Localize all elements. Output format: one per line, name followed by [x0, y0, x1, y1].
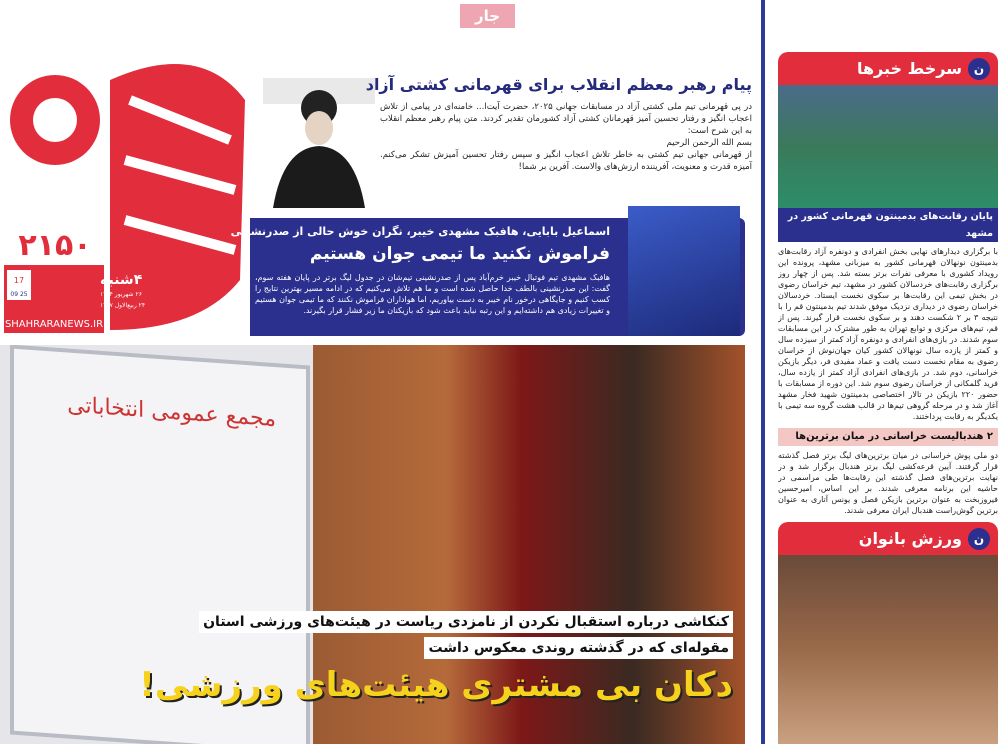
- headlines-header: [778, 52, 998, 85]
- date-solar: ۲۶ شهریور ۱۴۰۴: [100, 291, 142, 298]
- football-kicker: اسماعیل بابایی، هافبک مشهدی خیبر، نگران خوش حالی از صدرنشینی: [230, 225, 610, 238]
- brand-icon: ن: [968, 58, 990, 80]
- lead-article: [365, 74, 752, 173]
- main-kicker-1: کنکاشی درباره استقبال نکردن از نامزدی ریاست در هیئت‌های ورزشی استان: [199, 611, 733, 633]
- photo-caption[interactable]: پایان رقابت‌های بدمینتون قهرمانی کشور در مشهد: [778, 208, 998, 242]
- section-tag: جار: [460, 4, 515, 28]
- leader-portrait: [263, 78, 375, 208]
- main-kicker-2: مقوله‌ای که در گذشته روندی معکوس داشت: [424, 637, 733, 659]
- women-header-label: ورزش بانوان: [858, 529, 962, 548]
- lead-body: در پی قهرمانی تیم ملی کشتی آزاد در مسابقات جهانی ۲۰۲۵، حضرت آیت‌ا... خامنه‌ای در پیامی از تلاش اعجاب انگیز و رفتار تحسین آمیز قهرمانان کشتی آزاد کشورمان تقدیر کردند. متن پیام رهبر معظم انقلاب به این شرح است:: [380, 102, 752, 136]
- women-sports-header: [778, 522, 998, 555]
- lead-title[interactable]: پیام رهبر معظم انقلاب برای قهرمانی کشتی آزاد: [365, 75, 752, 94]
- handball-title[interactable]: ۲ هندبالیست خراسانی در میان برترین‌ها: [778, 428, 998, 446]
- badminton-body: با برگزاری دیدارهای نهایی بخش انفرادی و دونفره آزاد رقابت‌های بدمینتون نونهالان قهرمانی کشور به میزبانی مشهد، پرونده این رویداد کشوری با معرفی نفرات برتر بسته شد. پس از چهار روز برگزاری رقابت‌های خردسالان کشور در مشهد، تیم خراسان رضوی در بخش تیمی این رقابت‌ها بر سکوی نخست ایستاد. خردسالان خراسان رضوی در دیداری نزدیک موفق شدند تیم بدمینتون قم را با نتیجه ۳ بر ۲ شکست دهند و بر سکوی نخست قرار گیرند. پس از قم، تیم‌های مرکزی و توابع تهران به طور مشترک در این مسابقات سوم شدند. در بازی‌های انفرادی و دونفره آزاد کمتر از سیزده سال و کمتر از یازده سال نونهالان کشور کیان جهان‌نوش از خراسان رضوی به مقام نخست دست یافت و عماد مفیدی فر، دیگر بازیکن خراسانی، دوم شد. در بازی‌های انفرادی آزاد کمتر از یازده سال، فرید گلمکانی از خراسان رضوی سوم شد. این دوره از مسابقات با حضور ۲۲۰ بازیکن در تالار اختصاصی بدمینتون شهید فخار مشهد آغاز شد و در مرحله گروهی تیم‌ها در قالب هشت گروه سه تیمی با یکدیگر به رقابت پرداختند.: [778, 247, 998, 421]
- masthead-logo: [0, 40, 250, 335]
- football-body: هافبک مشهدی تیم فوتبال خیبر خرم‌آباد پس از صدرنشینی تیم‌شان در جدول لیگ برتر در پایان هفته سوم، گفت: این صدرنشینی بالطف خدا حاصل شده است و ما هم تلاش می‌کنیم که در ادامه مسیر بهترین نتایج را کسب کنیم و جایگاهی درخور نام خیبر به دست بیاوریم، اما هواداران فراموش نکنند که ما تیمی جوان هستیم و تغییرات زیادی هم داشته‌ایم و این رتبه نباید باعث شود که بازیکنان ما زیر فشار قرار بگیرند.: [255, 273, 610, 315]
- main-story: [0, 345, 745, 744]
- sidebar: [778, 52, 998, 744]
- column-divider: [761, 0, 765, 744]
- player-photo: [628, 206, 740, 336]
- headlines-header-label: سرخط خبرها: [856, 59, 962, 78]
- lead-salutation: بسم الله الرحمن الرحیم: [666, 138, 752, 148]
- date-box-day: 17: [13, 276, 25, 285]
- chess-photo: [778, 555, 998, 744]
- lead-quote: از قهرمانی جهانی تیم کشتی به خاطر تلاش اعجاب انگیز و سپس رفتار تحسین آمیزش تشکر می‌کنم. آمیزه قدرت و معنویت، آفریننده ارزش‌های والاست. آفرین بر شما!: [380, 150, 752, 172]
- date-lunar: ۲۴ ربیع‌الاول ۱۴۴۷: [100, 302, 146, 309]
- handball-body: دو ملی پوش خراسانی در میان برترین‌های لیگ برتر فصل گذشته قرار گرفتند. آیین قرعه‌کشی لیگ برتر هندبال برگزار شد و در نهایت برترین‌های فصل گذشته این رقابت‌ها طی مراسمی در حاشیه این برنامه معرفی شدند. بر این اساس، امیرحسین فیروزبخت به عنوان برترین بازیکن فصل و یونس آتاری به عنوان برترین گوش‌راست هندبال ایران معرفی شدند.: [778, 451, 998, 515]
- football-article: [230, 218, 745, 336]
- badminton-photo: [778, 85, 998, 208]
- date-box-gregorian: 25 09: [10, 291, 28, 298]
- board-text: مجمع عمومی انتخاباتی: [67, 392, 276, 433]
- website: SHAHRARANEWS.IR: [4, 319, 104, 330]
- brand-icon: ن: [968, 528, 990, 550]
- issue-number: ۲۱۵۰: [18, 228, 92, 263]
- football-title[interactable]: فراموش نکنید ما تیمی جوان هستیم: [309, 244, 610, 264]
- main-headline[interactable]: دکان بی مشتری هیئت‌های ورزشی!: [139, 665, 733, 705]
- weekday: ۴شنبه: [100, 272, 143, 288]
